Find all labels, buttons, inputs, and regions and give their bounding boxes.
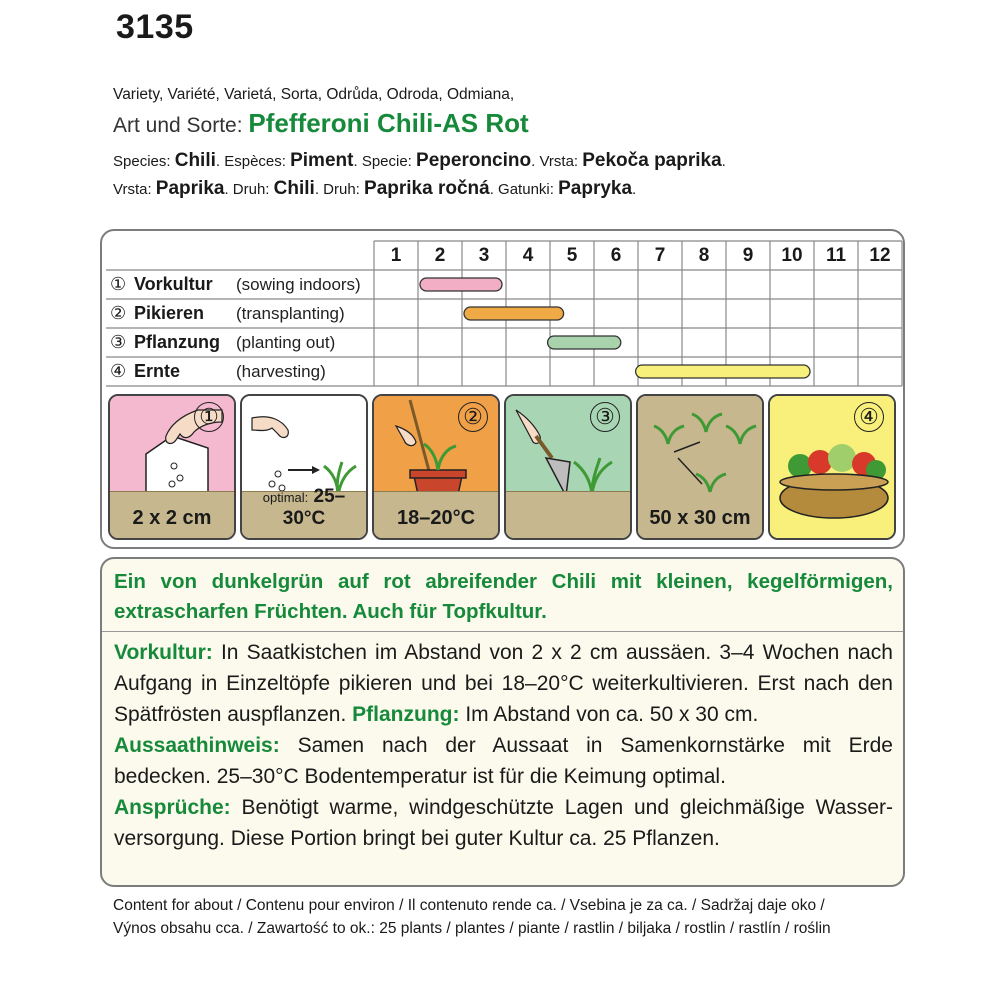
species-value: Chili xyxy=(273,178,315,199)
step-number-badge: ③ xyxy=(590,402,620,432)
pflanzung-text: Im Abstand von ca. 50 x 30 cm. xyxy=(459,703,759,726)
month-label: 12 xyxy=(869,245,891,266)
art-label: Art und Sorte: xyxy=(113,114,243,137)
card-label: 18–20°C xyxy=(396,507,476,529)
month-label: 3 xyxy=(478,245,490,266)
calendar-bar xyxy=(464,307,564,320)
row-task-de: Ernte xyxy=(134,361,181,381)
calendar-bar xyxy=(420,278,502,291)
card-label-value: 25–30°C xyxy=(282,486,346,529)
row-number: ③ xyxy=(110,332,127,352)
aussaat-text: Samen nach der Aussaat in Samenkornstärke mit Erde bedecken. 25–30°C Bodentemperatur ist für die Keimung optimal. xyxy=(114,734,893,788)
month-label: 4 xyxy=(522,245,534,266)
row-task-en: (planting out) xyxy=(236,333,336,352)
month-label: 2 xyxy=(434,245,446,266)
month-label: 9 xyxy=(742,245,754,266)
species-line-1: Species: Chili. Espèces: Piment. Specie: Peperoncino. Vrsta: Pekoča paprika. xyxy=(113,150,726,171)
ansprueche-text: Benötigt warme, windgeschützte Lagen und gleichmäßige Wasser-versorgung. Diese Portion bringt bei guter Kultur ca. 25 Pflanzen. xyxy=(114,796,893,850)
row-task-en: (transplanting) xyxy=(236,304,345,323)
aussaat-label: Aussaathinweis: xyxy=(114,734,280,757)
variety-line xyxy=(113,108,529,139)
card-label: 2 x 2 cm xyxy=(132,507,212,529)
row-task-de: Pflanzung xyxy=(134,332,220,352)
card-transplanting xyxy=(372,394,500,540)
month-label: 6 xyxy=(610,245,622,266)
species-value: Papryka xyxy=(558,178,633,199)
description-headline: Ein von dunkelgrün auf rot abreifender Chili mit kleinen, kegelförmigen, extrascharfen Früchten. Auch für Topfkultur. xyxy=(114,570,893,623)
card-label xyxy=(242,486,366,530)
species-label: Druh: xyxy=(323,181,360,198)
species-label: Espèces: xyxy=(224,153,286,170)
description-panel xyxy=(100,557,905,887)
card-harvest xyxy=(768,394,896,540)
species-label: Species: xyxy=(113,153,171,170)
calendar-bar xyxy=(548,336,621,349)
content-footer-line-1: Content for about / Contenu pour environ / Il contenuto rende ca. / Vsebina je za ca. / Sadržaj daje oko / xyxy=(113,897,825,914)
species-label: Vrsta: xyxy=(113,181,152,198)
description-divider xyxy=(102,631,903,632)
card-germination xyxy=(240,394,368,540)
species-value: Piment xyxy=(290,150,354,171)
species-value: Paprika ročná xyxy=(364,178,490,199)
row-task-de: Vorkultur xyxy=(134,274,213,294)
row-number: ② xyxy=(110,303,127,323)
calendar-row-label xyxy=(110,361,180,382)
row-task-en: (harvesting) xyxy=(236,362,326,381)
species-label: Specie: xyxy=(361,153,412,170)
step-number-badge: ④ xyxy=(854,402,884,432)
ansprueche-label: Ansprüche: xyxy=(114,796,231,819)
row-number: ④ xyxy=(110,361,127,381)
cultivation-calendar xyxy=(100,229,905,549)
pflanzung-label: Pflanzung: xyxy=(352,703,460,726)
month-label: 10 xyxy=(781,245,803,266)
content-footer-line-2: Výnos obsahu cca. / Zawartość to ok.: 25 plants / plantes / piante / rastlin / biljaka / rostlin / rastlín / roślin xyxy=(113,920,831,937)
card-label: 50 x 30 cm xyxy=(649,507,751,529)
vorkultur-label: Vorkultur: xyxy=(114,641,213,664)
row-task-de: Pikieren xyxy=(134,303,205,323)
variety-languages-line: Variety, Variété, Varietá, Sorta, Odrůda, Odroda, Odmiana, xyxy=(113,86,515,103)
calendar-row-label xyxy=(110,274,213,295)
calendar-row-label xyxy=(110,303,204,324)
card-label-prefix: optimal: xyxy=(262,490,309,505)
row-number: ① xyxy=(110,274,127,294)
card-spacing xyxy=(636,394,764,540)
description-body xyxy=(114,637,893,854)
species-label: Druh: xyxy=(232,181,270,198)
species-value: Pekoča paprika xyxy=(582,150,722,171)
month-label: 7 xyxy=(654,245,666,266)
month-label: 11 xyxy=(825,245,847,266)
soil-band xyxy=(506,491,630,538)
month-label: 8 xyxy=(698,245,710,266)
species-value: Paprika xyxy=(155,178,225,199)
calendar-bar xyxy=(636,365,810,378)
step-number-badge: ① xyxy=(194,402,224,432)
month-label: 1 xyxy=(390,245,402,266)
variety-name: Pfefferoni Chili-AS Rot xyxy=(248,108,529,138)
species-line-2: Vrsta: Paprika. Druh: Chili. Druh: Paprika ročná. Gatunki: Papryka. xyxy=(113,178,637,199)
species-value: Chili xyxy=(174,150,216,171)
row-task-en: (sowing indoors) xyxy=(236,275,361,294)
card-sowing-indoors xyxy=(108,394,236,540)
calendar-row-label xyxy=(110,332,220,353)
card-planting-out xyxy=(504,394,632,540)
species-label: Vrsta: xyxy=(539,153,579,170)
species-label: Gatunki: xyxy=(498,181,554,198)
month-label: 5 xyxy=(566,245,578,266)
product-code: 3135 xyxy=(116,8,194,46)
step-number-badge: ② xyxy=(458,402,488,432)
vorkultur-text: In Saatkistchen im Abstand von 2 x 2 cm aussäen. 3–4 Wochen nach Aufgang in Einzeltöpfe pikieren und bei 18–20°C weiterkultivieren. Erst nach den Spätfrösten auspflanzen. xyxy=(114,641,893,726)
species-value: Peperoncino xyxy=(416,150,532,171)
